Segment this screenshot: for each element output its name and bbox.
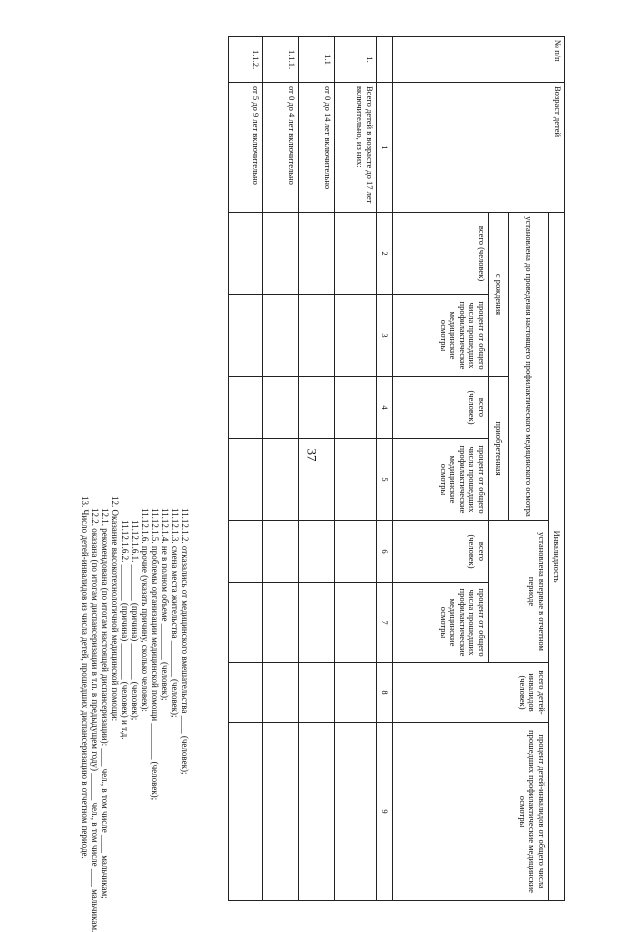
col-number: 8: [377, 663, 393, 723]
text-line: 12. Оказание высокотехнологичной медицинской помощи:: [110, 496, 120, 722]
header-birth: с рождения: [489, 213, 509, 377]
text-line: 11.12.1.2. отказались от медицинского вмешательства ____ (человек);: [180, 508, 190, 775]
table-row: [335, 37, 377, 901]
text-line: 11.12.1.6. прочие (указать причину, сколько человек):: [140, 508, 150, 712]
header-before: установлена до проведения настоящего профилактического медицинского осмотра: [509, 213, 549, 521]
text-line: 12.1. рекомендована (по итогам настоящей диспансеризации): ____ чел., в том числе ____ мальчикам;: [100, 508, 110, 899]
table-row: [229, 37, 263, 901]
text-line: 13. Число детей-инвалидов из числа детей, прошедших диспансеризацию в отчетном периоде.: [80, 496, 90, 859]
row-label: от 0 до 14 лет включительно: [299, 83, 335, 213]
header-total-disabled: всего детей-инвалидов (человек): [393, 663, 549, 723]
col-num-blank: [377, 37, 393, 83]
header-age: Возраст детей: [393, 83, 565, 213]
text-line: 12.2. оказана (по итогам диспансеризации в т.п. в предыдущем году) ______ чел., в том числе ____ мальчикам.: [90, 508, 100, 932]
text-block: [80, 496, 190, 932]
disability-table: [229, 36, 565, 900]
row-label: от 5 до 9 лет включительно: [229, 83, 263, 213]
col-number: 3: [377, 295, 393, 377]
table-row: [263, 37, 299, 901]
text-line: 11.12.1.6.2. ________ (причина) ________ (человек) и т.д.: [120, 520, 130, 740]
header-pct-birth: процент от общего числа прошедших профилактические медицинские осмотры: [393, 295, 489, 377]
header-pct-first: процент от общего числа прошедших профилактические медицинские осмотры: [393, 583, 489, 663]
row-num: 1.1.2.: [229, 37, 263, 83]
header-percent-disabled: процент детей-инвалидов от общего числа прошедших профилактические медицинские осмотры: [393, 723, 549, 901]
header-acquired: приобретенная: [489, 377, 509, 521]
header-total-first: всего (человек): [393, 521, 489, 583]
column-number-row: [377, 37, 393, 901]
row-num: 1.1: [299, 37, 335, 83]
header-total-acquired: всего (человек): [393, 377, 489, 439]
header-num: № п/п: [393, 37, 565, 83]
header-total-birth: всего (человек): [393, 213, 489, 295]
table-row: [299, 37, 335, 901]
page-number: 37: [304, 448, 320, 462]
col-number: 7: [377, 583, 393, 663]
row-num: 1.: [335, 37, 377, 83]
col-number: 1: [377, 83, 393, 213]
row-label: Всего детей в возрасте до 17 лет включительно, из них:: [335, 83, 377, 213]
col-number: 5: [377, 439, 393, 521]
col-number: 6: [377, 521, 393, 583]
col-number: 4: [377, 377, 393, 439]
text-line: 11.12.1.5. проблемы организации медицинской помощи ________ (человек);: [150, 508, 160, 801]
header-first: установлена впервые в отчетном периоде: [489, 521, 549, 663]
text-line: 11.12.1.6.1. ________ (причина) ________ (человек);: [130, 520, 140, 721]
text-line: 11.12.1.4. не в полном объеме ________ (человек);: [160, 508, 170, 701]
col-number: 9: [377, 723, 393, 901]
row-num: 1.1.1.: [263, 37, 299, 83]
text-line: 11.12.1.3. смена места жительства ________ (человек);: [170, 508, 180, 718]
row-label: от 0 до 4 лет включительно: [263, 83, 299, 213]
col-number: 2: [377, 213, 393, 295]
header-disability: Инвалидность: [549, 213, 565, 901]
header-pct-acquired: процент от общего числа прошедших профилактические медицинские осмотры: [393, 439, 489, 521]
